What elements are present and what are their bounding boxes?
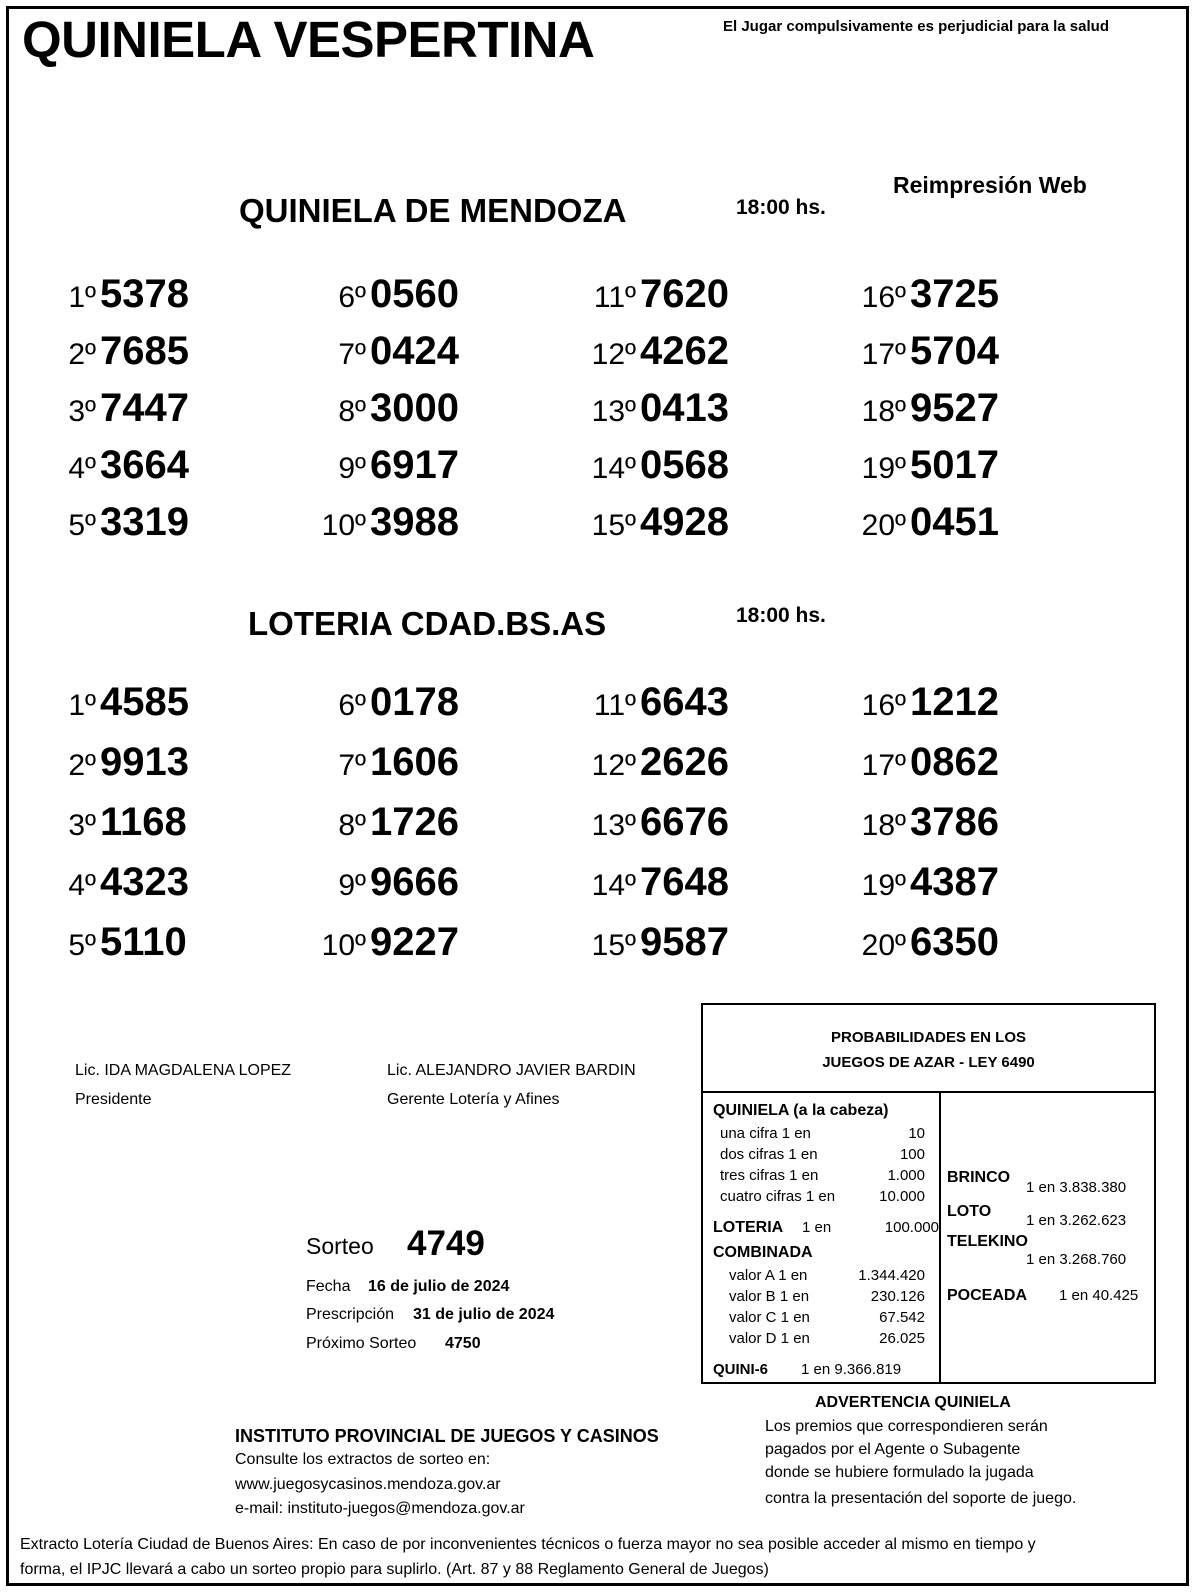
mendoza-result xyxy=(50,272,189,317)
mendoza-position: 13º xyxy=(591,395,636,428)
mendoza-result xyxy=(320,443,459,488)
quiniela-row-label: una cifra 1 en xyxy=(720,1125,811,1142)
mendoza-position: 14º xyxy=(591,452,636,485)
bsas-number: 3786 xyxy=(910,800,999,844)
mendoza-result xyxy=(320,329,459,374)
mendoza-number: 7620 xyxy=(640,272,729,316)
bsas-result xyxy=(50,860,189,905)
bsas-result xyxy=(320,920,459,965)
advertencia-line: Los premios que correspondieren serán xyxy=(765,1418,1048,1435)
gambling-warning: El Jugar compulsivamente es perjudicial para la salud xyxy=(723,18,1109,35)
mendoza-position: 2º xyxy=(68,338,96,371)
bsas-position: 9º xyxy=(338,869,366,902)
bsas-position: 15º xyxy=(591,929,636,962)
bsas-number: 1606 xyxy=(370,740,459,784)
draw-date: 16 de julio de 2024 xyxy=(368,1278,510,1295)
page-title: QUINIELA VESPERTINA xyxy=(22,11,595,68)
mendoza-number: 3000 xyxy=(370,386,459,430)
bsas-result xyxy=(320,680,459,725)
mendoza-position: 3º xyxy=(68,395,96,428)
bsas-position: 13º xyxy=(591,809,636,842)
manager-role: Gerente Lotería y Afines xyxy=(387,1091,560,1108)
mendoza-result xyxy=(590,272,729,317)
mendoza-number: 0560 xyxy=(370,272,459,316)
bsas-number: 1726 xyxy=(370,800,459,844)
mendoza-position: 1º xyxy=(68,281,96,314)
bsas-position: 5º xyxy=(68,929,96,962)
bsas-result xyxy=(50,680,189,725)
reprint-label: Reimpresión Web xyxy=(893,172,1087,198)
mendoza-position: 20º xyxy=(861,509,906,542)
mendoza-number: 7685 xyxy=(100,329,189,373)
brinco-prob-label: BRINCO xyxy=(947,1169,1011,1186)
bsas-number: 9587 xyxy=(640,920,729,964)
combinada-row-value: 67.542 xyxy=(879,1309,925,1326)
prescription-label: Prescripción xyxy=(306,1306,395,1323)
mendoza-position: 8º xyxy=(338,395,366,428)
bsas-hour: 18:00 hs. xyxy=(736,604,826,627)
mendoza-result xyxy=(320,500,459,545)
bsas-result xyxy=(590,680,729,725)
mendoza-position: 5º xyxy=(68,509,96,542)
bsas-number: 2626 xyxy=(640,740,729,784)
combinada-row-value: 1.344.420 xyxy=(858,1267,925,1284)
probabilities-title-line1: PROBABILIDADES EN LOS xyxy=(830,1029,1026,1046)
institute-consult: Consulte los extractos de sorteo en: xyxy=(235,1451,491,1468)
mendoza-number: 3725 xyxy=(910,272,999,316)
probabilities-title xyxy=(703,1025,1154,1075)
bsas-number: 7648 xyxy=(640,860,729,904)
mendoza-position: 17º xyxy=(861,338,906,371)
quiniela-row-value: 10 xyxy=(908,1125,925,1142)
quiniela-row-label: cuatro cifras 1 en xyxy=(720,1188,836,1205)
bsas-position: 3º xyxy=(68,809,96,842)
mendoza-number: 4262 xyxy=(640,329,729,373)
combinada-row-value: 230.126 xyxy=(870,1288,925,1305)
mendoza-result xyxy=(590,443,729,488)
bsas-number: 6676 xyxy=(640,800,729,844)
bsas-position: 14º xyxy=(591,869,636,902)
mendoza-section-title: QUINIELA DE MENDOZA xyxy=(239,192,627,229)
bsas-number: 1168 xyxy=(100,800,187,844)
mendoza-result xyxy=(860,272,999,317)
draw-number: 4749 xyxy=(407,1224,485,1263)
combinada-row-label: valor B 1 en xyxy=(729,1288,810,1305)
quiniela-row-value: 10.000 xyxy=(879,1188,925,1205)
bsas-number: 6643 xyxy=(640,680,729,724)
president-role: Presidente xyxy=(75,1091,152,1108)
mendoza-number: 9527 xyxy=(910,386,999,430)
bsas-result xyxy=(590,740,729,785)
bsas-number: 4387 xyxy=(910,860,999,904)
mendoza-result xyxy=(590,386,729,431)
mendoza-result xyxy=(590,500,729,545)
bsas-position: 4º xyxy=(68,869,96,902)
telekino-prob-value: 1 en 3.268.760 xyxy=(1026,1251,1127,1268)
mendoza-number: 4928 xyxy=(640,500,729,544)
bsas-position: 12º xyxy=(591,749,636,782)
mendoza-result xyxy=(50,443,189,488)
advertencia-title: ADVERTENCIA QUINIELA xyxy=(815,1394,1011,1411)
combinada-prob-label: COMBINADA xyxy=(713,1244,813,1261)
bsas-result xyxy=(320,740,459,785)
quini6-prob-value: 1 en 9.366.819 xyxy=(801,1361,902,1378)
combinada-row-label: valor A 1 en xyxy=(729,1267,808,1284)
mendoza-result xyxy=(50,500,189,545)
president-name: Lic. IDA MAGDALENA LOPEZ xyxy=(75,1062,292,1079)
loto-prob-label: LOTO xyxy=(947,1203,992,1220)
quiniela-row-label: dos cifras 1 en xyxy=(720,1146,818,1163)
bsas-position: 18º xyxy=(861,809,906,842)
quini6-prob-label: QUINI-6 xyxy=(713,1361,769,1378)
loteria-prob-label: LOTERIA xyxy=(713,1219,784,1236)
mendoza-number: 0568 xyxy=(640,443,729,487)
bsas-number: 4585 xyxy=(100,680,189,724)
manager-name: Lic. ALEJANDRO JAVIER BARDIN xyxy=(387,1062,636,1079)
mendoza-position: 9º xyxy=(338,452,366,485)
loteria-prob-value: 100.000 xyxy=(884,1219,939,1236)
mendoza-position: 7º xyxy=(338,338,366,371)
bsas-position: 20º xyxy=(861,929,906,962)
mendoza-number: 6917 xyxy=(370,443,459,487)
mendoza-result xyxy=(50,329,189,374)
advertencia-line: pagados por el Agente o Subagente xyxy=(765,1441,1021,1458)
draw-date-label: Fecha xyxy=(306,1278,351,1295)
mendoza-result xyxy=(50,386,189,431)
institute-email: e-mail: instituto-juegos@mendoza.gov.ar xyxy=(235,1500,525,1517)
quiniela-prob-label: QUINIELA (a la cabeza) xyxy=(713,1102,889,1119)
mendoza-number: 3988 xyxy=(370,500,459,544)
combinada-row-label: valor C 1 en xyxy=(729,1309,810,1326)
bsas-result xyxy=(50,740,189,785)
footer-line2: forma, el IPJC llevará a cabo un sorteo propio para suplirlo. (Art. 87 y 88 Reglamento General de Juegos) xyxy=(20,1561,769,1578)
combinada-row-value: 26.025 xyxy=(879,1330,925,1347)
bsas-result xyxy=(860,920,999,965)
telekino-prob-label: TELEKINO xyxy=(947,1233,1028,1250)
bsas-position: 10º xyxy=(321,929,366,962)
mendoza-position: 19º xyxy=(861,452,906,485)
quiniela-row-value: 100 xyxy=(899,1146,925,1163)
bsas-number: 0178 xyxy=(370,680,459,724)
next-draw-number: 4750 xyxy=(445,1335,481,1352)
mendoza-number: 0413 xyxy=(640,386,729,430)
mendoza-position: 15º xyxy=(591,509,636,542)
bsas-result xyxy=(320,800,459,845)
mendoza-number: 3319 xyxy=(100,500,189,544)
poceada-prob-value: 1 en 40.425 xyxy=(1059,1287,1139,1304)
probabilities-column-divider xyxy=(939,1091,941,1382)
draw-label: Sorteo xyxy=(306,1233,374,1259)
bsas-number: 9227 xyxy=(370,920,459,964)
bsas-position: 1º xyxy=(68,689,96,722)
bsas-section-title: LOTERIA CDAD.BS.AS xyxy=(248,605,607,642)
bsas-number: 1212 xyxy=(910,680,999,724)
mendoza-position: 10º xyxy=(321,509,366,542)
loteria-prob-mid: 1 en xyxy=(802,1219,832,1236)
mendoza-number: 0451 xyxy=(910,500,999,544)
mendoza-number: 0424 xyxy=(370,329,459,373)
mendoza-result xyxy=(860,329,999,374)
bsas-result xyxy=(590,860,729,905)
mendoza-number: 5017 xyxy=(910,443,999,487)
institute-website: www.juegosycasinos.mendoza.gov.ar xyxy=(235,1476,501,1493)
mendoza-result xyxy=(860,386,999,431)
bsas-result xyxy=(50,800,187,845)
bsas-position: 11º xyxy=(593,689,636,722)
probabilities-box xyxy=(701,1003,1156,1384)
mendoza-result xyxy=(320,386,459,431)
bsas-result xyxy=(320,860,459,905)
mendoza-position: 16º xyxy=(861,281,906,314)
poceada-prob-label: POCEADA xyxy=(947,1287,1028,1304)
bsas-number: 5110 xyxy=(100,920,187,964)
bsas-position: 17º xyxy=(861,749,906,782)
bsas-number: 9913 xyxy=(100,740,189,784)
advertencia-line: contra la presentación del soporte de juego. xyxy=(765,1490,1077,1507)
mendoza-result xyxy=(860,443,999,488)
mendoza-position: 6º xyxy=(338,281,366,314)
brinco-prob-value: 1 en 3.838.380 xyxy=(1026,1179,1127,1196)
next-draw-label: Próximo Sorteo xyxy=(306,1335,417,1352)
combinada-row-label: valor D 1 en xyxy=(729,1330,810,1347)
bsas-number: 4323 xyxy=(100,860,189,904)
bsas-result xyxy=(860,860,999,905)
bsas-result xyxy=(50,920,187,965)
bsas-position: 8º xyxy=(338,809,366,842)
advertencia-line: donde se hubiere formulado la jugada xyxy=(765,1464,1034,1481)
bsas-number: 6350 xyxy=(910,920,999,964)
bsas-position: 19º xyxy=(861,869,906,902)
bsas-position: 16º xyxy=(861,689,906,722)
mendoza-result xyxy=(590,329,729,374)
bsas-result xyxy=(860,800,999,845)
quiniela-row-label: tres cifras 1 en xyxy=(720,1167,819,1184)
mendoza-result xyxy=(320,272,459,317)
bsas-result xyxy=(590,800,729,845)
mendoza-number: 5378 xyxy=(100,272,189,316)
bsas-result xyxy=(860,680,999,725)
probabilities-divider xyxy=(703,1091,1154,1093)
probabilities-title-line2: JUEGOS DE AZAR - LEY 6490 xyxy=(822,1054,1035,1071)
mendoza-number: 7447 xyxy=(100,386,189,430)
loto-prob-value: 1 en 3.262.623 xyxy=(1026,1212,1127,1229)
bsas-position: 6º xyxy=(338,689,366,722)
footer-line1: Extracto Lotería Ciudad de Buenos Aires: En caso de por inconvenientes técnicos o fuerza mayor no sea posible acceder al mismo en tiempo y xyxy=(20,1536,1036,1553)
mendoza-position: 11º xyxy=(593,281,636,314)
bsas-result xyxy=(590,920,729,965)
mendoza-position: 12º xyxy=(591,338,636,371)
mendoza-result xyxy=(860,500,999,545)
mendoza-hour: 18:00 hs. xyxy=(736,196,826,219)
bsas-number: 0862 xyxy=(910,740,999,784)
mendoza-position: 18º xyxy=(861,395,906,428)
bsas-position: 7º xyxy=(338,749,366,782)
quiniela-row-value: 1.000 xyxy=(887,1167,925,1184)
prescription-date: 31 de julio de 2024 xyxy=(413,1306,555,1323)
bsas-result xyxy=(860,740,999,785)
mendoza-number: 3664 xyxy=(100,443,189,487)
institute-name: INSTITUTO PROVINCIAL DE JUEGOS Y CASINOS xyxy=(235,1426,659,1446)
mendoza-position: 4º xyxy=(68,452,96,485)
bsas-position: 2º xyxy=(68,749,96,782)
mendoza-number: 5704 xyxy=(910,329,999,373)
bsas-number: 9666 xyxy=(370,860,459,904)
